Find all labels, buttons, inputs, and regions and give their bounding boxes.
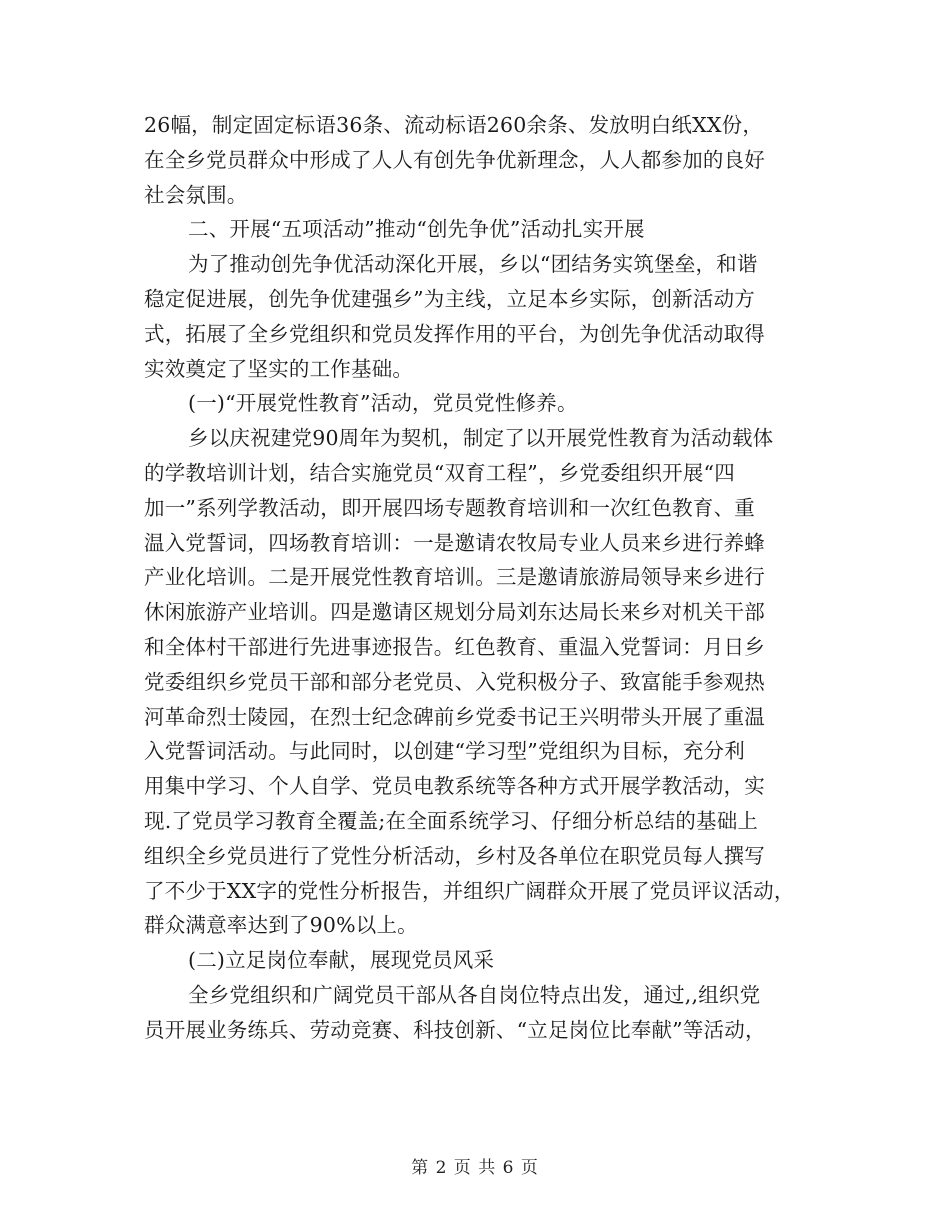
text-line-content: (一)“开展党性教育”活动，党员党性修养。: [188, 391, 578, 416]
text-line: [144, 630, 814, 665]
text-line-content: 全乡党组织和广阔党员干部从各自岗位特点出发，通过,,组织党: [188, 982, 761, 1007]
text-line-content: 实效奠定了坚实的工作基础。: [144, 356, 414, 381]
text-line: [144, 943, 814, 978]
text-line: [144, 1013, 814, 1048]
text-line: [144, 804, 814, 839]
text-line: [144, 456, 814, 491]
text-line-content: (二)立足岗位奉献，展现党员风采: [188, 948, 495, 973]
text-line-content: 的学教培训计划，结合实施党员“双育工程”，乡党委组织开展“四: [144, 460, 735, 485]
text-line: [144, 908, 814, 943]
text-line: [144, 352, 814, 387]
text-line-content: 温入党誓词，四场教育培训：一是邀请农牧局专业人员来乡进行养蜂: [144, 530, 765, 555]
text-line-content: 产业化培训。二是开展党性教育培训。三是邀请旅游局领导来乡进行: [144, 565, 765, 590]
text-line: [144, 282, 814, 317]
text-line-content: 稳定促进展，创先争优建强乡”为主线，立足本乡实际，创新活动方: [144, 286, 755, 311]
text-line-content: 组织全乡党员进行了党性分析活动，乡村及各单位在职党员每人撰写: [144, 843, 765, 868]
text-line-content: 河革命烈士陵园，在烈士纪念碑前乡党委书记王兴明带头开展了重温: [144, 704, 765, 729]
text-line: [144, 874, 814, 909]
text-line: [144, 178, 814, 213]
text-line-content: 为了推动创先争优活动深化开展，乡以“团结务实筑堡垒，和谐: [188, 252, 758, 277]
text-line: [144, 386, 814, 421]
text-line-content: 二、开展“五项活动”推动“创先争优”活动扎实开展: [188, 217, 645, 242]
text-line: [144, 769, 814, 804]
text-line-content: 和全体村干部进行先进事迹报告。红色教育、重温入党誓词：月日乡: [144, 634, 765, 659]
text-line-content: 员开展业务练兵、劳动竞赛、科技创新、“立足岗位比奉献”等活动，: [144, 1017, 766, 1042]
text-line: [144, 734, 814, 769]
text-line-content: 入党誓词活动。与此同时，以创建“学习型”党组织为目标，充分利: [144, 739, 745, 764]
text-line-content: 加一”系列学教活动，即开展四场专题教育培训和一次红色教育、重: [144, 495, 755, 520]
text-line: [144, 212, 814, 247]
text-line: [144, 839, 814, 874]
text-line: [144, 491, 814, 526]
text-line: [144, 421, 814, 456]
text-line: [144, 700, 814, 735]
text-line: [144, 317, 814, 352]
body-text: [144, 108, 814, 1048]
text-line-content: 26幅，制定固定标语36条、流动标语260余条、发放明白纸XX份，: [144, 113, 764, 137]
text-line-content: 乡以庆祝建党90周年为契机，制定了以开展党性教育为活动载体: [188, 426, 774, 451]
text-line-content: 了不少于XX字的党性分析报告，并组织广阔群众开展了党员评议活动，: [144, 878, 795, 903]
text-line: [144, 526, 814, 561]
page-footer: 第 2 页 共 6 页: [411, 1158, 539, 1178]
text-line-content: 现.了党员学习教育全覆盖;在全面系统学习、仔细分析总结的基础上: [144, 808, 759, 833]
text-line-content: 式，拓展了全乡党组织和党员发挥作用的平台，为创先争优活动取得: [144, 321, 765, 346]
text-line-content: 社会氛围。: [144, 182, 248, 207]
text-line-content: 党委组织乡党员干部和部分老党员、入党积极分子、致富能手参观热: [144, 669, 765, 694]
text-line: [144, 978, 814, 1013]
text-line: [144, 108, 814, 143]
text-line: [144, 665, 814, 700]
text-line: [144, 595, 814, 630]
text-line-content: 休闲旅游产业培训。四是邀请区规划分局刘东达局长来乡对机关干部: [144, 600, 765, 625]
text-line-content: 用集中学习、个人自学、党员电教系统等各种方式开展学教活动，实: [144, 774, 765, 799]
text-line: [144, 560, 814, 595]
text-line: [144, 143, 814, 178]
text-line-content: 群众满意率达到了90%以上。: [144, 913, 418, 938]
text-line-content: 在全乡党员群众中形成了人人有创先争优新理念，人人都参加的良好: [144, 147, 765, 172]
text-line: [144, 247, 814, 282]
